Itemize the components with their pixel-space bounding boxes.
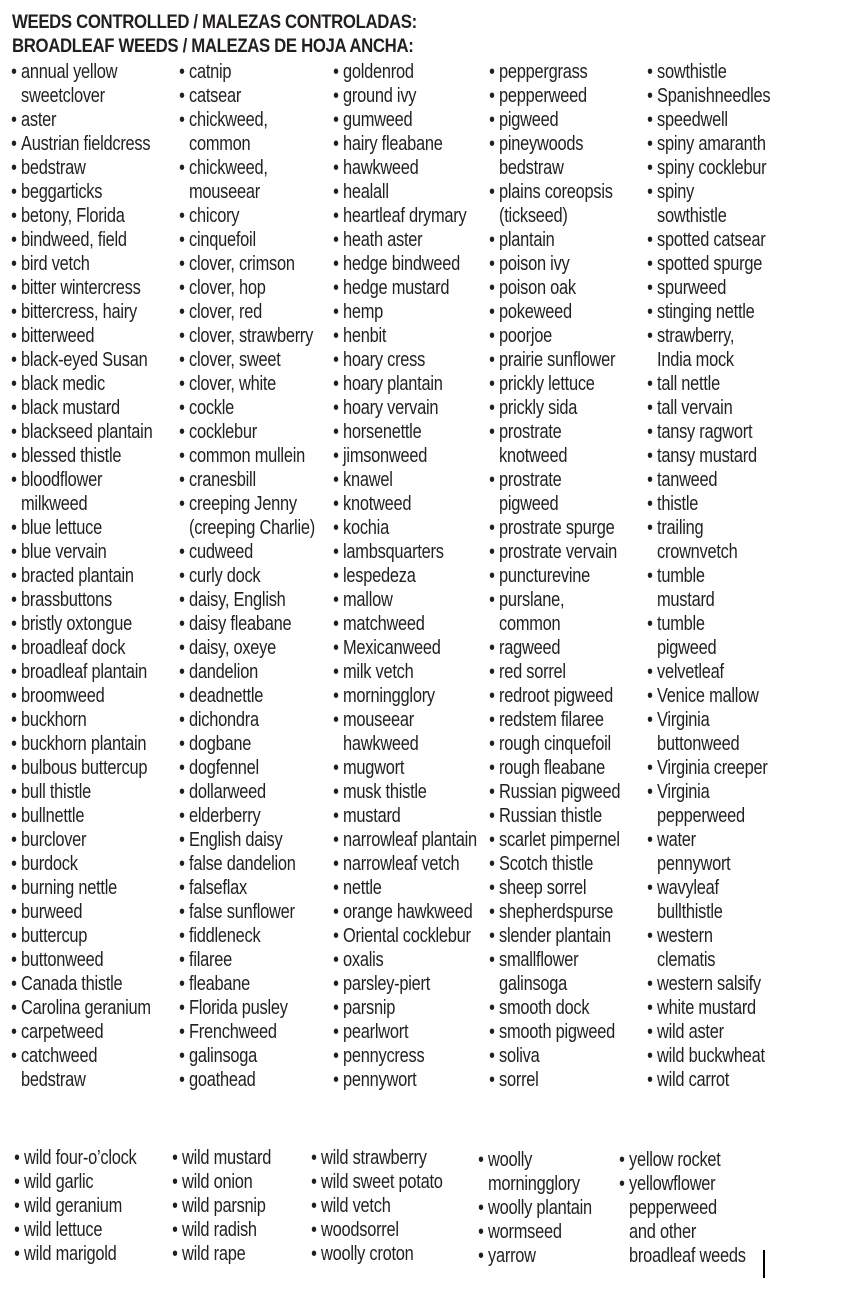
weed-list-bottom-column-4 [479, 1148, 617, 1268]
weed-list-item: • parsley-piert [334, 972, 477, 996]
weed-list-item: • bull thistle [12, 780, 152, 804]
weed-list-item: • blue vervain [12, 540, 152, 564]
weed-list-item: • wild marigold [15, 1242, 137, 1266]
weed-list-item: • hoary cress [334, 348, 477, 372]
weed-list-item: • Virginia creeper [648, 756, 770, 780]
weed-list-bottom-column-1 [15, 1146, 163, 1266]
weed-list-item: • wild rape [173, 1242, 271, 1266]
weed-list-column-3 [334, 60, 508, 1092]
weed-list-item: • pearlwort [334, 1020, 477, 1044]
weed-list-item: • knawel [334, 468, 477, 492]
weed-list-item: • burclover [12, 828, 152, 852]
weed-list-item: • mugwort [334, 756, 477, 780]
weed-list-item: • hemp [334, 300, 477, 324]
weed-list-bottom-column-5 [620, 1148, 773, 1268]
weed-list-item: • poorjoe [490, 324, 620, 348]
weed-list-item: • tanweed [648, 468, 770, 492]
weed-list-item: • woolly morningglory [479, 1148, 592, 1196]
weed-list-item: • prostrate spurge [490, 516, 620, 540]
weed-list-item: • fiddleneck [180, 924, 315, 948]
weed-list-item: • yarrow [479, 1244, 592, 1268]
weed-list-item: • blackseed plantain [12, 420, 152, 444]
weed-list-item: • spotted catsear [648, 228, 770, 252]
weed-list-item: • plantain [490, 228, 620, 252]
weed-list-item: • red sorrel [490, 660, 620, 684]
weed-list-item: • smallflower galinsoga [490, 948, 620, 996]
weed-list-item: • ground ivy [334, 84, 477, 108]
weed-list-item: • bloodflower milkweed [12, 468, 152, 516]
weed-list-item: • hairy fleabane [334, 132, 477, 156]
weed-list-bottom-column-2 [173, 1146, 293, 1266]
weed-list-item: • Russian pigweed [490, 780, 620, 804]
weed-list-item: • falseflax [180, 876, 315, 900]
weed-list-item: • rough cinquefoil [490, 732, 620, 756]
weed-list-item: • parsnip [334, 996, 477, 1020]
weed-list-item: • hawkweed [334, 156, 477, 180]
weed-list-item: • sorrel [490, 1068, 620, 1092]
weed-list-item: • smooth dock [490, 996, 620, 1020]
weed-list-item: • cockle [180, 396, 315, 420]
weed-list-item: • pokeweed [490, 300, 620, 324]
weed-list-item: • wild four-o’clock [15, 1146, 137, 1170]
weed-list-item: • smooth pigweed [490, 1020, 620, 1044]
weed-list-item: • bedstraw [12, 156, 152, 180]
weed-list-item: • goathead [180, 1068, 315, 1092]
weed-list-item: • wild buckwheat [648, 1044, 770, 1068]
weed-list-item: • orange hawkweed [334, 900, 477, 924]
weed-list-item: • dollarweed [180, 780, 315, 804]
weed-list-item: • daisy fleabane [180, 612, 315, 636]
weed-list-item: • catchweed bedstraw [12, 1044, 152, 1092]
weed-list-item: • galinsoga [180, 1044, 315, 1068]
weed-list-item: • cranesbill [180, 468, 315, 492]
weed-list-item: • wild lettuce [15, 1218, 137, 1242]
weed-list-item: • prickly lettuce [490, 372, 620, 396]
weed-list-item: • buttercup [12, 924, 152, 948]
weed-list-item: • Venice mallow [648, 684, 770, 708]
weed-list-item: • dogbane [180, 732, 315, 756]
weed-list-item: • black mustard [12, 396, 152, 420]
weed-list-item: • buckhorn plantain [12, 732, 152, 756]
weed-list-item: • redstem filaree [490, 708, 620, 732]
weed-list-item: • filaree [180, 948, 315, 972]
weed-list-item: • pineywoods bedstraw [490, 132, 620, 180]
weed-list-item: • clover, crimson [180, 252, 315, 276]
weed-list-item: • tall nettle [648, 372, 770, 396]
weed-list-item: • pigweed [490, 108, 620, 132]
weed-list-item: • milk vetch [334, 660, 477, 684]
weed-list-item: • black medic [12, 372, 152, 396]
weed-list-item: • Carolina geranium [12, 996, 152, 1020]
weed-list-item: • rough fleabane [490, 756, 620, 780]
weed-list-item: • mustard [334, 804, 477, 828]
weed-list-item: • narrowleaf plantain [334, 828, 477, 852]
weed-list-item: • catnip [180, 60, 315, 84]
weed-list-item: • yellow rocket [620, 1148, 746, 1172]
weed-list-item: • spiny cocklebur [648, 156, 770, 180]
weed-list-item: • Spanishneedles [648, 84, 770, 108]
weed-list-item: • hoary vervain [334, 396, 477, 420]
weed-list-item: • wavyleaf bullthistle [648, 876, 770, 924]
weed-list-item: • Frenchweed [180, 1020, 315, 1044]
weed-list-item: • aster [12, 108, 152, 132]
weed-list-item: • clover, red [180, 300, 315, 324]
weed-list-item: • wild aster [648, 1020, 770, 1044]
weed-list-item: • speedwell [648, 108, 770, 132]
weed-list-item: • spotted spurge [648, 252, 770, 276]
weed-list-item: • cudweed [180, 540, 315, 564]
weed-list-item: • fleabane [180, 972, 315, 996]
weed-list-bottom-column-3 [312, 1146, 471, 1266]
weed-list-item: • creeping Jenny (creeping Charlie) [180, 492, 315, 540]
weed-list-item: • dichondra [180, 708, 315, 732]
weed-list-item: • mouseear hawkweed [334, 708, 477, 756]
weed-list-item: • broomweed [12, 684, 152, 708]
weed-list-item: • chickweed, common [180, 108, 315, 156]
weed-list-item: • bird vetch [12, 252, 152, 276]
weed-list-item: • henbit [334, 324, 477, 348]
weed-list-item: • wild geranium [15, 1194, 137, 1218]
weed-list-item: • wild strawberry [312, 1146, 443, 1170]
weed-list-item: • knotweed [334, 492, 477, 516]
weed-list-item: • chicory [180, 204, 315, 228]
weed-list-item: • hedge bindweed [334, 252, 477, 276]
weed-list-item: • Scotch thistle [490, 852, 620, 876]
weed-list-item: • puncturevine [490, 564, 620, 588]
weed-list-column-1 [12, 60, 183, 1092]
weed-list-item: • slender plantain [490, 924, 620, 948]
weed-list-item: • trailing crownvetch [648, 516, 770, 564]
weed-list-item: • false dandelion [180, 852, 315, 876]
weed-list-item: • broadleaf dock [12, 636, 152, 660]
weed-list-item: • strawberry, India mock [648, 324, 770, 372]
weed-list-item: • catsear [180, 84, 315, 108]
weed-list-item: • bulbous buttercup [12, 756, 152, 780]
weed-list-item: • wild carrot [648, 1068, 770, 1092]
weed-list-item: • stinging nettle [648, 300, 770, 324]
weed-list-item: • prostrate vervain [490, 540, 620, 564]
weed-list-item: • mallow [334, 588, 477, 612]
weed-list-item: • wild parsnip [173, 1194, 271, 1218]
weed-list-item: • kochia [334, 516, 477, 540]
weed-list-item: • tansy mustard [648, 444, 770, 468]
weed-list-item: • morningglory [334, 684, 477, 708]
weed-list-item: • prairie sunflower [490, 348, 620, 372]
weed-list-item: • wild sweet potato [312, 1170, 443, 1194]
weed-list-item: • hoary plantain [334, 372, 477, 396]
weed-list-item: • wild mustard [173, 1146, 271, 1170]
weed-list-item: • heath aster [334, 228, 477, 252]
weed-list-item: • Virginia buttonweed [648, 708, 770, 756]
weed-list-item: • musk thistle [334, 780, 477, 804]
weed-list-item: • burning nettle [12, 876, 152, 900]
weed-list-item: • nettle [334, 876, 477, 900]
weed-list-item: • clover, white [180, 372, 315, 396]
weed-list-item: • bitter wintercress [12, 276, 152, 300]
weed-list-item: • bitterweed [12, 324, 152, 348]
weed-list-item: • bullnettle [12, 804, 152, 828]
weed-list-item: • western clematis [648, 924, 770, 972]
weed-list-item: • lambsquarters [334, 540, 477, 564]
weed-list-item: • western salsify [648, 972, 770, 996]
weed-list-item: • wild onion [173, 1170, 271, 1194]
weed-list-item: • pepperweed [490, 84, 620, 108]
weed-list-item: • cinquefoil [180, 228, 315, 252]
weed-list-item: • matchweed [334, 612, 477, 636]
weed-list-item: • water pennywort [648, 828, 770, 876]
weed-list-item: • brassbuttons [12, 588, 152, 612]
text-cursor [763, 1250, 765, 1278]
weed-list-column-2 [180, 60, 345, 1092]
weed-list-item: • sowthistle [648, 60, 770, 84]
weed-list-item: • deadnettle [180, 684, 315, 708]
weed-list-item: • gumweed [334, 108, 477, 132]
weed-list-column-5 [648, 60, 797, 1092]
weed-list-item: • tumble pigweed [648, 612, 770, 660]
weed-list-item: • woodsorrel [312, 1218, 443, 1242]
weed-list-item: • heartleaf drymary [334, 204, 477, 228]
weed-list-item: • scarlet pimpernel [490, 828, 620, 852]
weed-list-item: • poison oak [490, 276, 620, 300]
weed-list-item: • woolly croton [312, 1242, 443, 1266]
weed-list-item: • Russian thistle [490, 804, 620, 828]
weed-list-item: • spiny amaranth [648, 132, 770, 156]
weed-list-item: • bristly oxtongue [12, 612, 152, 636]
weed-list-item: • soliva [490, 1044, 620, 1068]
weed-list-item: • betony, Florida [12, 204, 152, 228]
weed-list-item: • prostrate pigweed [490, 468, 620, 516]
heading-english-spanish-line2: BROADLEAF WEEDS / MALEZAS DE HOJA ANCHA: [12, 35, 414, 57]
weed-list-item: • annual yellow sweetclover [12, 60, 152, 108]
weed-list-item: • wild garlic [15, 1170, 137, 1194]
weed-list-item: • wild vetch [312, 1194, 443, 1218]
weed-list-item: • clover, hop [180, 276, 315, 300]
weed-list-column-4 [490, 60, 649, 1092]
weed-list-item: • ragweed [490, 636, 620, 660]
weed-list-item: • Virginia pepperweed [648, 780, 770, 828]
weed-list-item: • common mullein [180, 444, 315, 468]
weed-list-item: • redroot pigweed [490, 684, 620, 708]
weed-list-item: • Oriental cocklebur [334, 924, 477, 948]
weed-list-item: • jimsonweed [334, 444, 477, 468]
weed-list-item: • bracted plantain [12, 564, 152, 588]
weed-list-item: • peppergrass [490, 60, 620, 84]
weed-list-item: • sheep sorrel [490, 876, 620, 900]
weed-list-item: • bindweed, field [12, 228, 152, 252]
heading-english-spanish-line1: WEEDS CONTROLLED / MALEZAS CONTROLADAS: [12, 11, 417, 33]
weed-list-item: • wormseed [479, 1220, 592, 1244]
weed-list-item: • hedge mustard [334, 276, 477, 300]
weed-list-item: • tall vervain [648, 396, 770, 420]
weed-list-item: • blessed thistle [12, 444, 152, 468]
weed-list-item: • spurweed [648, 276, 770, 300]
weed-list-item: • burdock [12, 852, 152, 876]
weed-list-item: • plains coreopsis (tickseed) [490, 180, 620, 228]
weed-list-item: • Florida pusley [180, 996, 315, 1020]
weed-list-item: • burweed [12, 900, 152, 924]
weed-list-item: • yellowflower pepperweed and other broadleaf weeds [620, 1172, 746, 1268]
weed-list-item: • carpetweed [12, 1020, 152, 1044]
weed-list-item: • velvetleaf [648, 660, 770, 684]
weed-list-item: • daisy, oxeye [180, 636, 315, 660]
weed-list-item: • Canada thistle [12, 972, 152, 996]
weed-list-item: • woolly plantain [479, 1196, 592, 1220]
weed-list-item: • wild radish [173, 1218, 271, 1242]
weed-list-item: • clover, strawberry [180, 324, 315, 348]
weed-list-item: • white mustard [648, 996, 770, 1020]
weed-list-item: • false sunflower [180, 900, 315, 924]
weed-list-item: • Mexicanweed [334, 636, 477, 660]
weed-list-item: • broadleaf plantain [12, 660, 152, 684]
weed-list-item: • dogfennel [180, 756, 315, 780]
weed-list-item: • prostrate knotweed [490, 420, 620, 468]
weed-list-item: • English daisy [180, 828, 315, 852]
weed-list-item: • prickly sida [490, 396, 620, 420]
weed-list-item: • pennywort [334, 1068, 477, 1092]
weed-list-item: • bittercress, hairy [12, 300, 152, 324]
weed-list-item: • poison ivy [490, 252, 620, 276]
weed-list-item: • thistle [648, 492, 770, 516]
weed-list-item: • lespedeza [334, 564, 477, 588]
weed-list-item: • pennycress [334, 1044, 477, 1068]
weed-list-item: • narrowleaf vetch [334, 852, 477, 876]
weed-list-item: • buttonweed [12, 948, 152, 972]
weed-list-item: • shepherdspurse [490, 900, 620, 924]
weed-list-item: • elderberry [180, 804, 315, 828]
weed-list-item: • black-eyed Susan [12, 348, 152, 372]
weed-list-item: • healall [334, 180, 477, 204]
weed-list-item: • purslane, common [490, 588, 620, 636]
weed-list-item: • horsenettle [334, 420, 477, 444]
weed-list-item: • tumble mustard [648, 564, 770, 612]
weed-list-item: • blue lettuce [12, 516, 152, 540]
weed-list-item: • oxalis [334, 948, 477, 972]
weed-list-item: • clover, sweet [180, 348, 315, 372]
weed-list-item: • goldenrod [334, 60, 477, 84]
weed-list-item: • spiny sowthistle [648, 180, 770, 228]
weed-list-item: • beggarticks [12, 180, 152, 204]
weed-list-item: • curly dock [180, 564, 315, 588]
weed-list-item: • chickweed, mouseear [180, 156, 315, 204]
weed-list-item: • daisy, English [180, 588, 315, 612]
weed-list-item: • dandelion [180, 660, 315, 684]
weed-list-item: • buckhorn [12, 708, 152, 732]
weed-list-item: • cocklebur [180, 420, 315, 444]
weed-list-item: • tansy ragwort [648, 420, 770, 444]
weed-list-item: • Austrian fieldcress [12, 132, 152, 156]
